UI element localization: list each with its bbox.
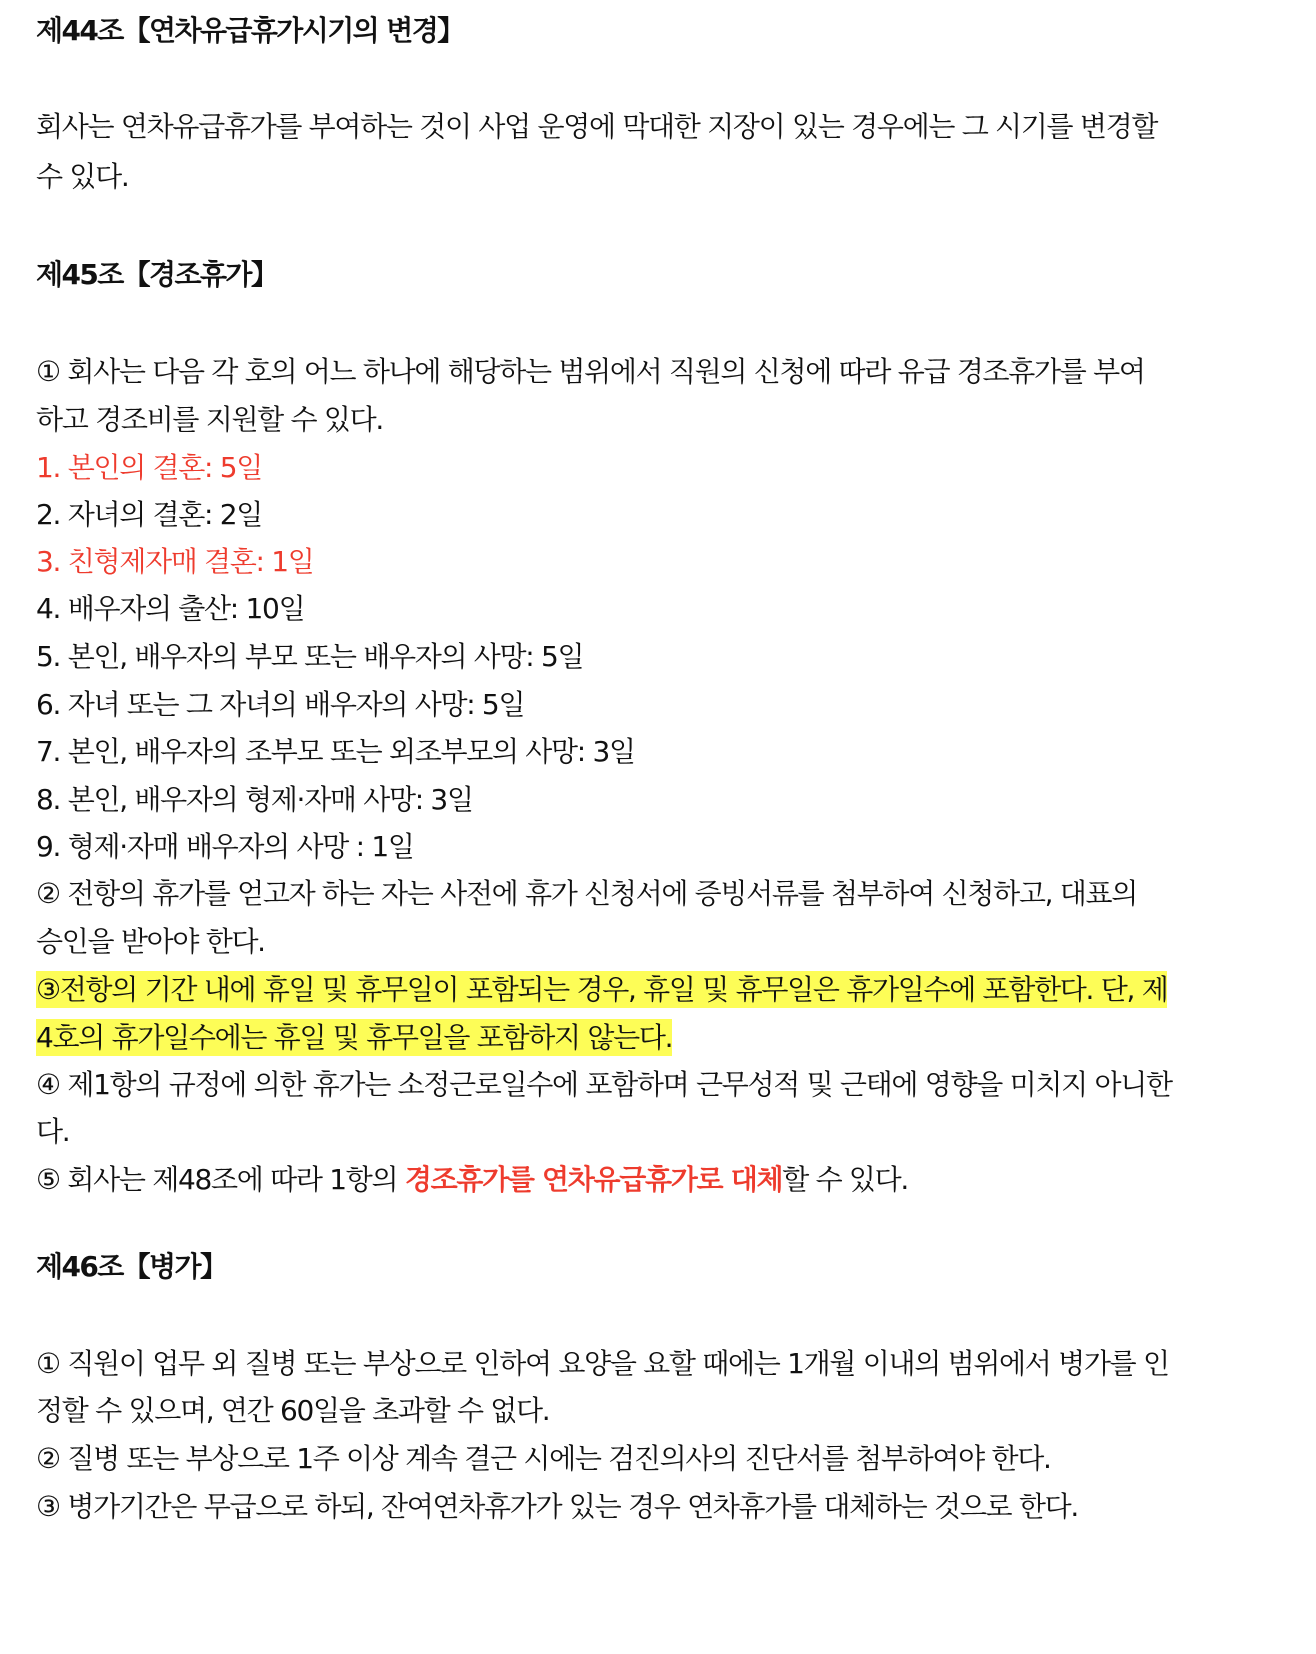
article-45-clause-5 — [36, 1155, 1286, 1205]
article-46-clause-3: ③ 병가기간은 무급으로 하되, 잔여연차휴가가 있는 경우 연차휴가를 대체하는 것으로 한다. — [36, 1490, 1078, 1523]
leave-item-9: 9. 형제·자매 배우자의 사망 : 1일 — [36, 830, 414, 863]
leave-item-5: 5. 본인, 배우자의 부모 또는 배우자의 사망: 5일 — [36, 640, 584, 673]
leave-item-1: 1. 본인의 결혼: 5일 — [36, 451, 263, 484]
article-45-clause-1-line-2: 하고 경조비를 지원할 수 있다. — [36, 403, 383, 436]
article-46-title: 제46조【병가】 — [36, 1250, 227, 1283]
article-45-clause-3-line-2 — [36, 1013, 1286, 1063]
leave-item-3: 3. 친형제자매 결혼: 1일 — [36, 545, 314, 578]
article-45-clause-1-line-1: ① 회사는 다음 각 호의 어느 하나에 해당하는 범위에서 직원의 신청에 따라 유급 경조휴가를 부여 — [36, 355, 1145, 388]
article-44-paragraph-line-2: 수 있다. — [36, 160, 129, 193]
leave-item-4: 4. 배우자의 출산: 10일 — [36, 592, 305, 625]
article-46-clause-2: ② 질병 또는 부상으로 1주 이상 계속 결근 시에는 검진의사의 진단서를 첨부하여야 한다. — [36, 1442, 1051, 1475]
article-45-title: 제45조【경조휴가】 — [36, 258, 278, 291]
article-45-clause-2-line-2: 승인을 받아야 한다. — [36, 925, 265, 958]
leave-item-6: 6. 자녀 또는 그 자녀의 배우자의 사망: 5일 — [36, 688, 525, 721]
article-44-title: 제44조【연차유급휴가시기의 변경】 — [36, 14, 464, 47]
highlighted-text: 4호의 휴가일수에는 휴일 및 휴무일을 포함하지 않는다. — [36, 1021, 673, 1054]
article-46-clause-1-line-2: 정할 수 있으며, 연간 60일을 초과할 수 없다. — [36, 1394, 550, 1427]
article-45-clause-4-line-2: 다. — [36, 1115, 70, 1148]
clause-5-prefix: ⑤ 회사는 제48조에 따라 1항의 — [36, 1163, 405, 1196]
clause-5-suffix: 할 수 있다. — [782, 1163, 909, 1196]
article-45-clause-2-line-1: ② 전항의 휴가를 얻고자 하는 자는 사전에 휴가 신청서에 증빙서류를 첨부하여 신청하고, 대표의 — [36, 877, 1138, 910]
clause-5-emphasis: 경조휴가를 연차유급휴가로 대체 — [404, 1163, 783, 1196]
leave-item-7: 7. 본인, 배우자의 조부모 또는 외조부모의 사망: 3일 — [36, 735, 635, 768]
leave-item-8: 8. 본인, 배우자의 형제·자매 사망: 3일 — [36, 783, 473, 816]
article-45-clause-4-line-1: ④ 제1항의 규정에 의한 휴가는 소정근로일수에 포함하며 근무성적 및 근태에 영향을 미치지 아니한 — [36, 1068, 1172, 1101]
highlighted-text: ③전항의 기간 내에 휴일 및 휴무일이 포함되는 경우, 휴일 및 휴무일은 휴가일수에 포함한다. 단, 제 — [36, 973, 1168, 1006]
article-46-clause-1-line-1: ① 직원이 업무 외 질병 또는 부상으로 인하여 요양을 요할 때에는 1개월 이내의 범위에서 병가를 인 — [36, 1347, 1169, 1380]
article-45-clause-3-line-1 — [36, 965, 1286, 1015]
leave-item-2: 2. 자녀의 결혼: 2일 — [36, 498, 263, 531]
article-44-paragraph-line-1: 회사는 연차유급휴가를 부여하는 것이 사업 운영에 막대한 지장이 있는 경우에는 그 시기를 변경할 — [36, 110, 1158, 143]
